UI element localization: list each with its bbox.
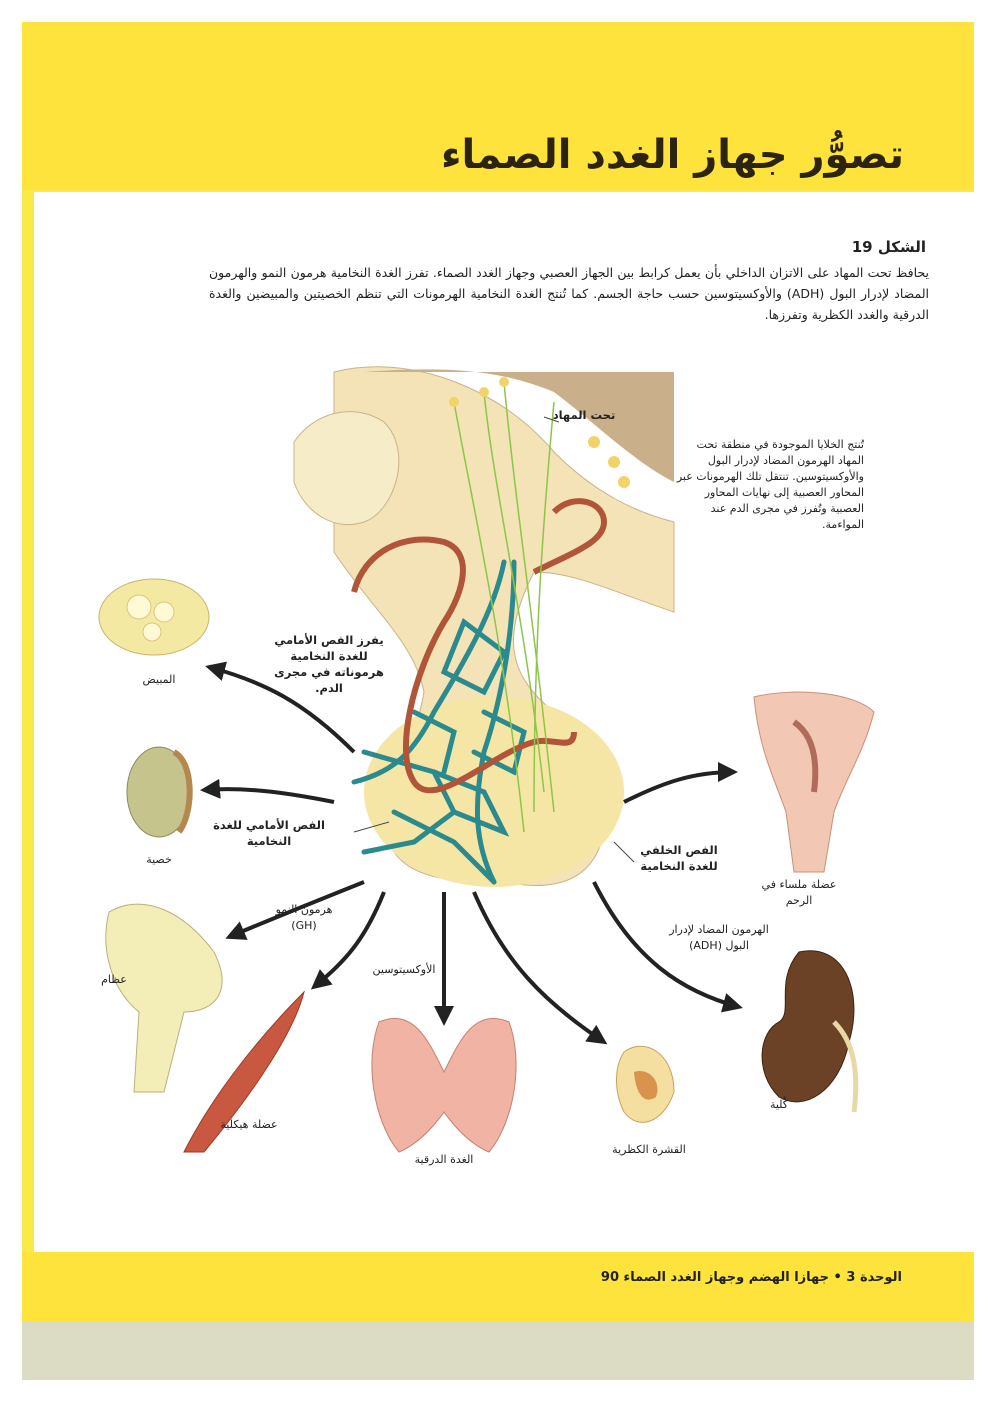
content-panel — [34, 192, 974, 1252]
page — [22, 22, 974, 1380]
brain-fold — [294, 412, 399, 525]
page-title: تصوُّر جهاز الغدد الصماء — [441, 132, 904, 178]
page-number: 90 — [600, 1270, 620, 1285]
label-oxytocin: الأوكسيتوسين — [372, 963, 436, 976]
label-growth-hormone: هرمون النمو (GH) — [275, 903, 333, 932]
label-kidney: كُلية — [769, 1098, 789, 1111]
label-anterior-secretes: يفرز الفص الأمامي للغدة النخامية هرموناته في مجرى الدم. — [274, 633, 384, 695]
label-adh: الهرمون المضاد لإدرار البول (ADH) — [669, 923, 769, 952]
endocrine-diagram — [34, 192, 974, 1252]
label-hypothalamus: تحت المهاد — [552, 408, 616, 422]
thyroid-illustration — [372, 1018, 516, 1152]
label-skeletal-muscle: عضلة هيكلية — [220, 1118, 278, 1131]
ovary-illustration — [99, 579, 209, 655]
uterus-illustration — [754, 692, 874, 872]
page-bottom-edge — [22, 1322, 974, 1380]
label-adrenal-cortex: القشرة الكظرية — [612, 1143, 686, 1156]
figure-caption: يحافظ تحت المهاد على الاتزان الداخلي بأن يعمل كرابط بين الجهاز العصبي وجهاز الغدد الصماء. تفرز الغدة النخامية هرمون النمو والهرمون المضاد لإدرار البول (ADH) والأوكسيتوسين حسب حاجة الجسم. كما تُنتج الغدة النخامية الهرمونات التي تنظم الخصيتين والمبيضين والغدة الدرقية والغدد الكظرية وتفرزها. — [209, 265, 929, 322]
label-thyroid: الغدة الدرقية — [414, 1153, 474, 1166]
label-uterus-muscle: عضلة ملساء في الرحم — [761, 878, 837, 907]
label-posterior-lobe: الفص الخلفي للغدة النخامية — [640, 843, 718, 873]
label-ovary: المبيض — [142, 673, 176, 686]
kidney-illustration — [762, 951, 856, 1112]
header-band — [22, 22, 974, 190]
footer-unit: الوحدة 3 — [846, 1270, 902, 1285]
footer-chapter: جهازا الهضم وجهاز الغدد الصماء — [623, 1270, 829, 1285]
label-bones: عظام — [101, 973, 127, 986]
testis-illustration — [127, 747, 191, 837]
adrenal-illustration — [617, 1046, 675, 1122]
label-hypothalamus-note: تُنتج الخلايا الموجودة في منطقة تحت المهاد الهرمون المضاد لإدرار البول والأوكسيتوسين. تنتقل تلك الهرمونات عبر المحاور العصبية إلى نهايات المحاور العصبية وتُفرز في مجرى الدم عند المواءمة. — [676, 438, 864, 531]
page-footer: الوحدة 3 • جهازا الهضم وجهاز الغدد الصماء 90 — [600, 1270, 902, 1285]
bone-illustration — [106, 904, 222, 1092]
footer-band — [22, 1252, 974, 1322]
label-anterior-lobe: الفص الأمامي للغدة النخامية — [213, 818, 325, 848]
figure-label: الشكل 19 — [851, 238, 926, 256]
label-testis: خصية — [146, 853, 172, 866]
